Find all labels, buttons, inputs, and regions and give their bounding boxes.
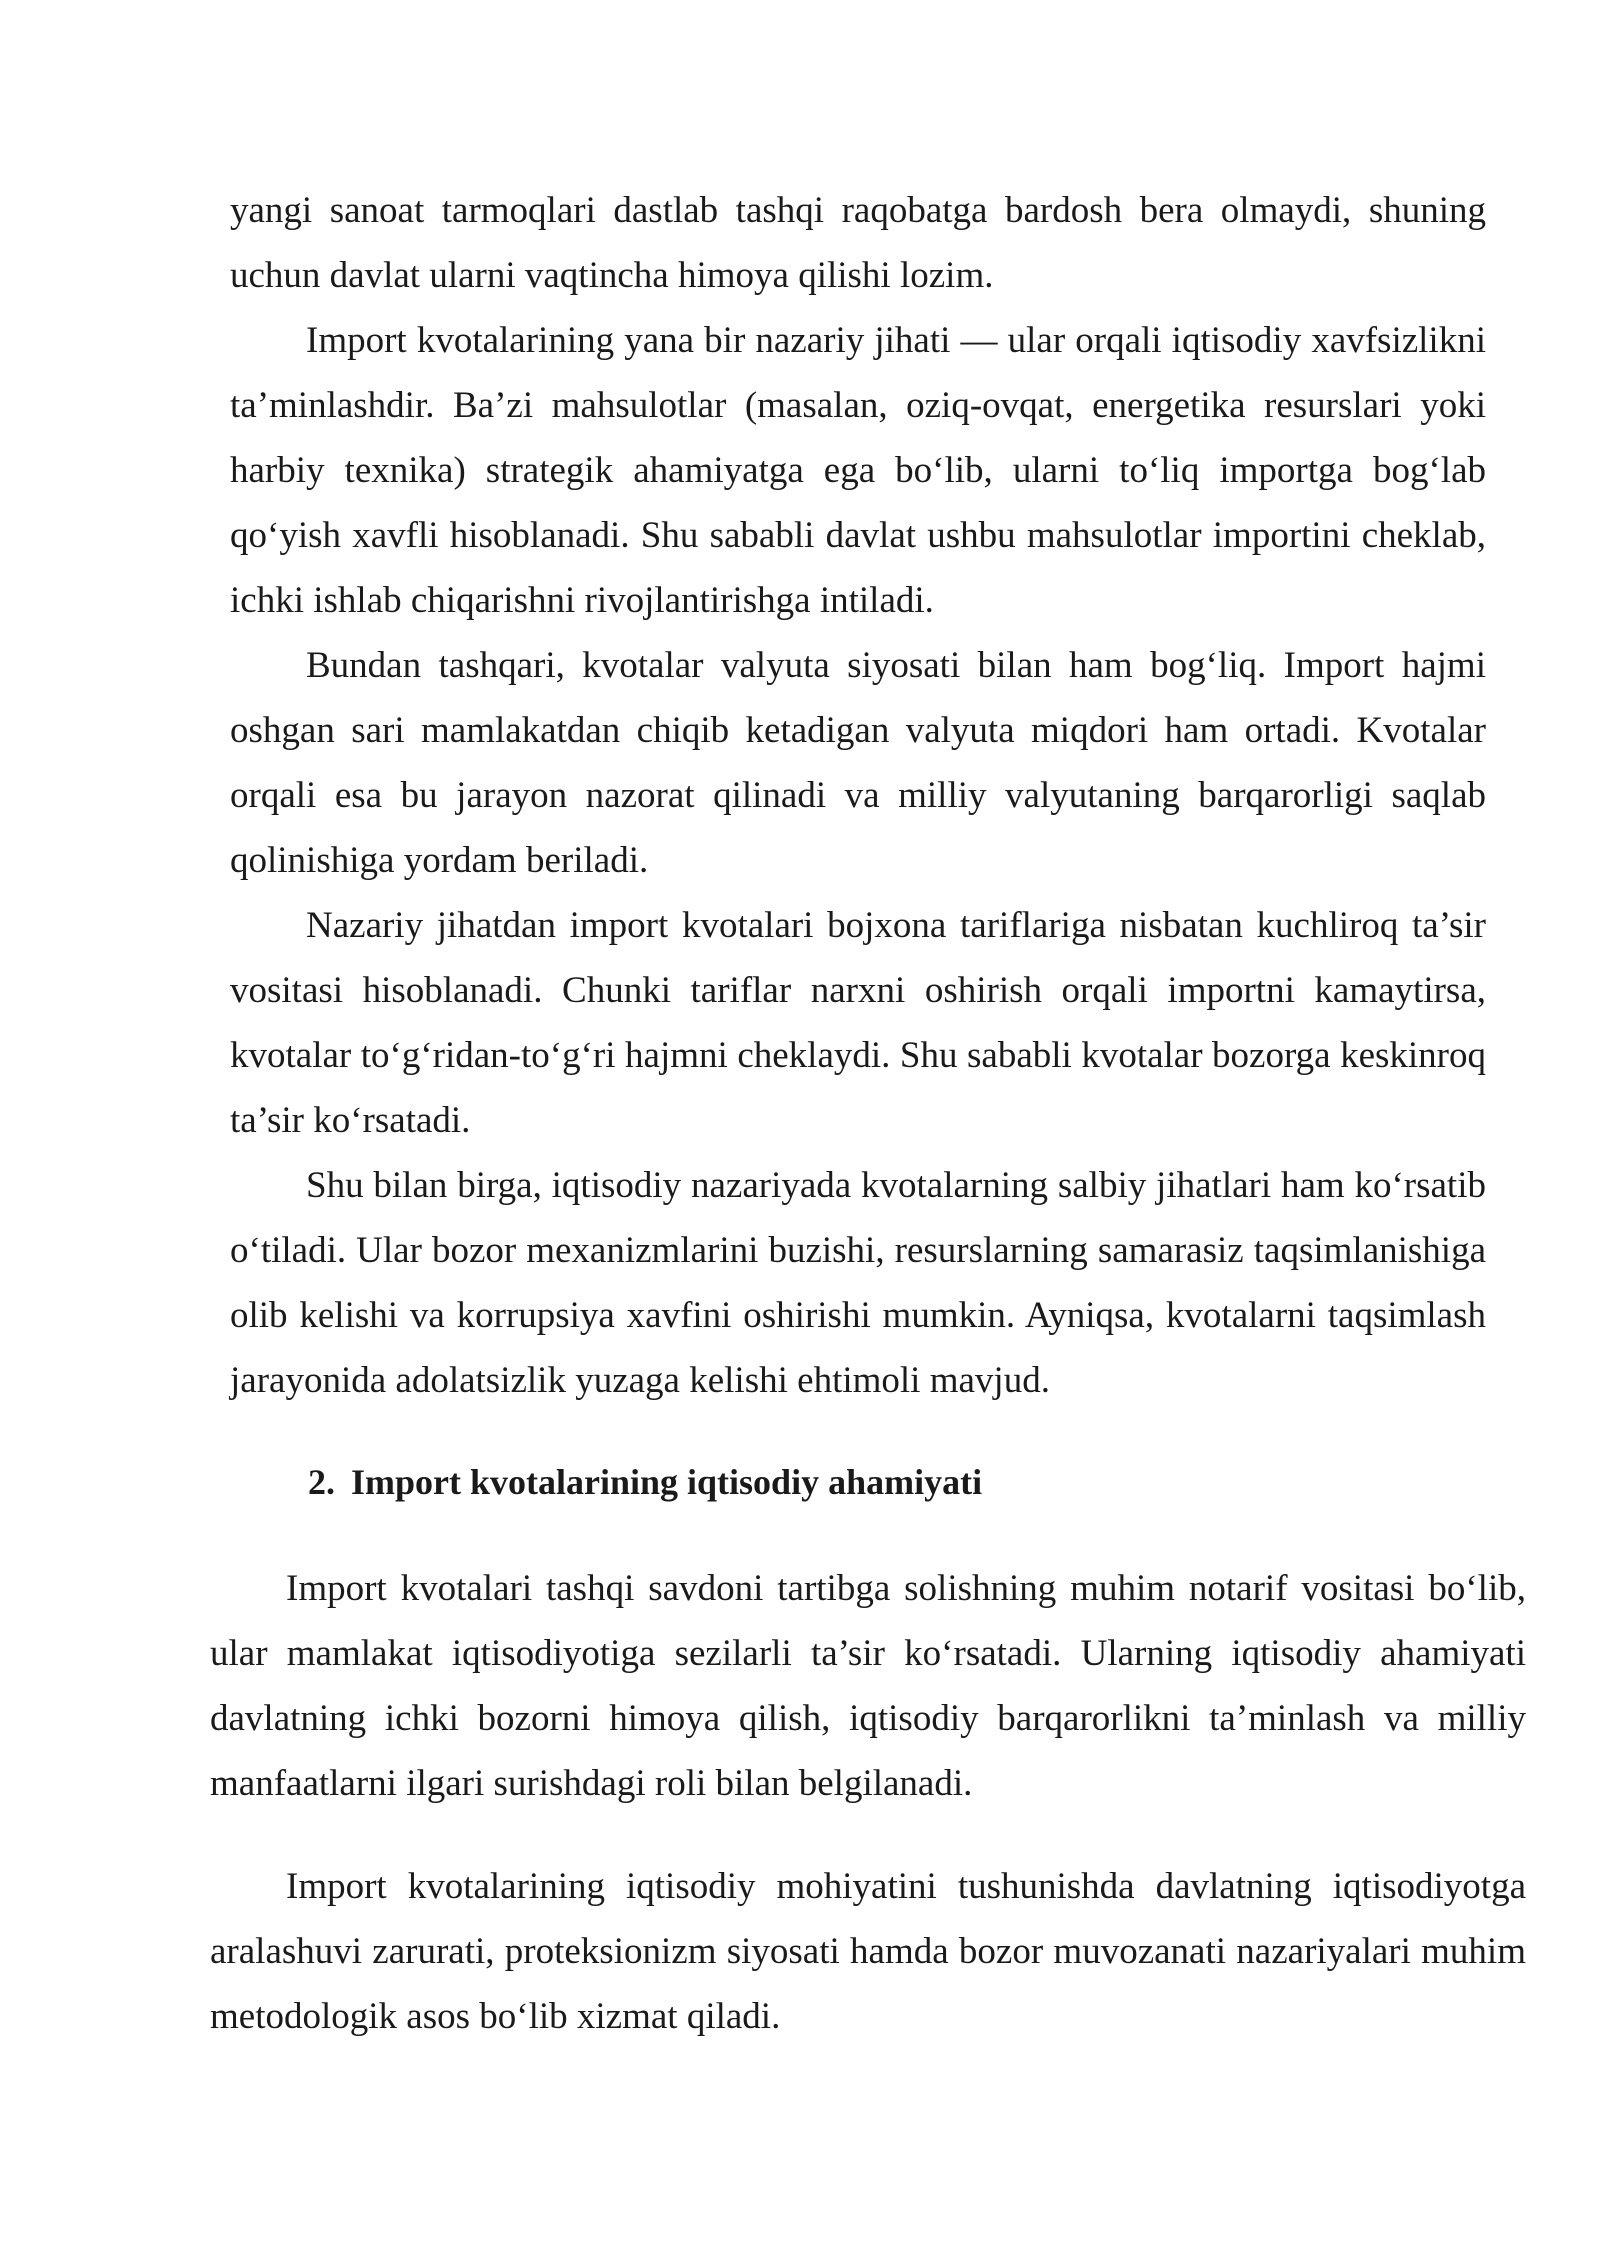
section-heading [308,1452,982,1512]
paragraph-economic-security: Import kvotalarining yana bir nazariy jihati — ular orqali iqtisodiy xavfsizlikni ta’minlashdir. Ba’zi mahsulotlar (masalan, oziq-ovqat, energetika resurslari yoki harbiy texnika) strategik ahamiyatga ega bo‘lib, ularni to‘liq importga bog‘lab qo‘yish xavfli hisoblanadi. Shu sababli davlat ushbu mahsulotlar importini cheklab, ichki ishlab chiqarishni rivojlantirishga intiladi. [230,320,1486,621]
section-number: 2. [308,1462,335,1502]
body-text-bottom [210,1556,1526,2049]
section-title: Import kvotalarining iqtisodiy ahamiyati [351,1462,983,1502]
body-text-top [230,178,1486,1413]
paragraph-methodology: Import kvotalarining iqtisodiy mohiyatini tushunishda davlatning iqtisodiyotga aralashuvi zarurati, proteksionizm siyosati hamda bozor muvozanati nazariyalari muhim metodologik asos bo‘lib xizmat qiladi. [210,1866,1526,2037]
paragraph-quotas-vs-tariffs: Nazariy jihatdan import kvotalari bojxona tariflariga nisbatan kuchliroq ta’sir vositasi hisoblanadi. Chunki tariflar narxni oshirish orqali importni kamaytirsa, kvotalar to‘g‘ridan-to‘g‘ri hajmni cheklaydi. Shu sababli kvotalar bozorga keskinroq ta’sir ko‘rsatadi. [230,905,1486,1141]
paragraph-negative-aspects: Shu bilan birga, iqtisodiy nazariyada kvotalarning salbiy jihatlari ham ko‘rsatib o‘tiladi. Ular bozor mexanizmlarini buzishi, resurslarning samarasiz taqsimlanishiga olib kelishi va korrupsiya xavfini oshirishi mumkin. Ayniqsa, kvotalarni taqsimlash jarayonida adolatsizlik yuzaga kelishi ehtimoli mavjud. [230,1165,1486,1401]
paragraph-spacer [210,1816,1526,1854]
paragraph-continuation: yangi sanoat tarmoqlari dastlab tashqi raqobatga bardosh bera olmaydi, shuning uchun davlat ularni vaqtincha himoya qilishi lozim. [230,190,1486,296]
paragraph-economic-importance: Import kvotalari tashqi savdoni tartibga solishning muhim notarif vositasi bo‘lib, ular mamlakat iqtisodiyotiga sezilarli ta’sir ko‘rsatadi. Ularning iqtisodiy ahamiyati davlatning ichki bozorni himoya qilish, iqtisodiy barqarorlikni ta’minlash va milliy manfaatlarni ilgari surishdagi roli bilan belgilanadi. [210,1568,1526,1804]
paragraph-currency-policy: Bundan tashqari, kvotalar valyuta siyosati bilan ham bog‘liq. Import hajmi oshgan sari mamlakatdan chiqib ketadigan valyuta miqdori ham ortadi. Kvotalar orqali esa bu jarayon nazorat qilinadi va milliy valyutaning barqarorligi saqlab qolinishiga yordam beriladi. [230,645,1486,881]
